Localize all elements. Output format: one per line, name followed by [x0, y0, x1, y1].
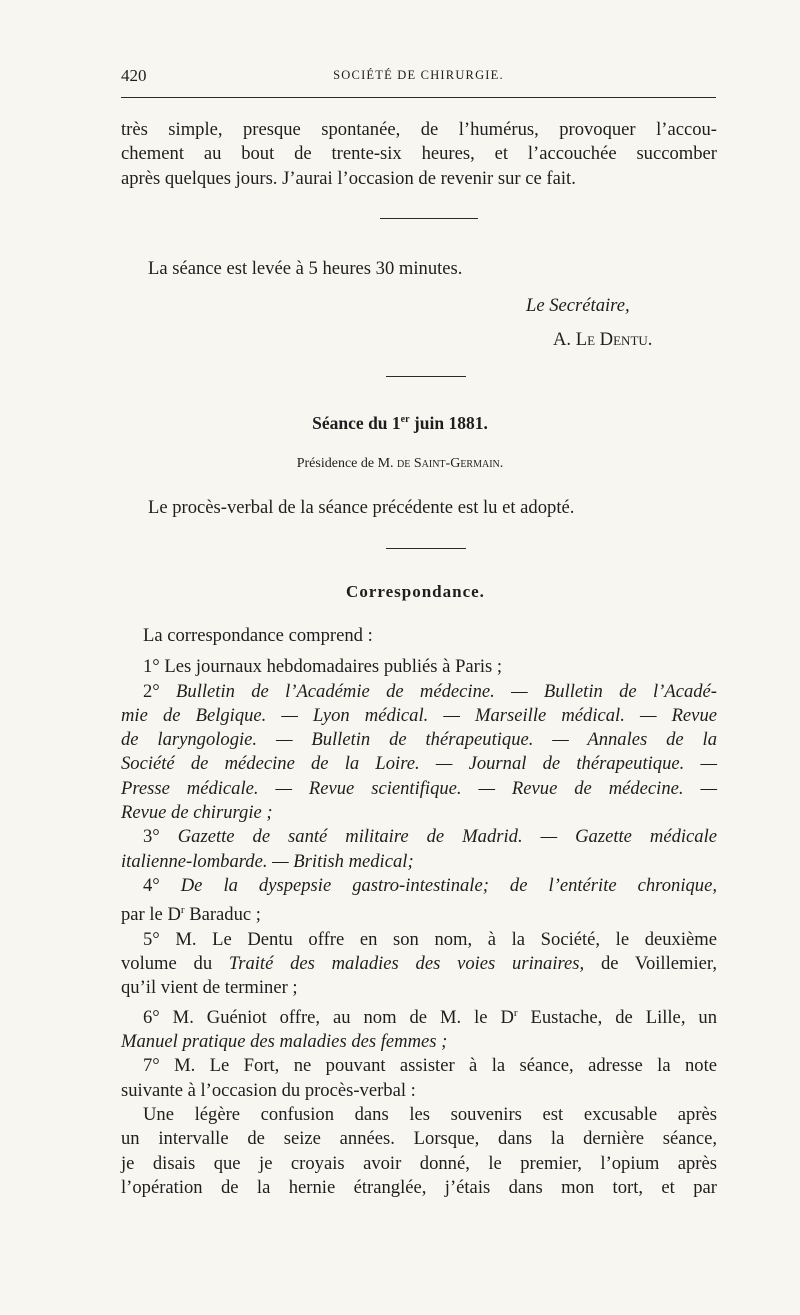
session-title	[0, 413, 800, 434]
secretary-title: Le Secrétaire,	[526, 295, 630, 316]
text-line	[121, 898, 717, 927]
journal-titles: Revue de chirurgie ;	[121, 802, 273, 824]
journal-titles: de laryngologie. — Bulletin de thérapeutique. — Annales de la	[121, 729, 717, 751]
text-fragment: volume du	[121, 953, 229, 975]
page-number: 420	[121, 66, 147, 85]
session-title-start: Séance du 1	[312, 413, 401, 433]
item-number: 3°	[143, 826, 178, 848]
secretary-initial: A.	[553, 329, 576, 350]
section-divider	[380, 218, 478, 219]
text-line	[121, 752, 717, 776]
journal-titles: italienne-lombarde. — British medical;	[121, 850, 414, 872]
running-head	[121, 66, 716, 90]
running-title: SOCIÉTÉ DE CHIRURGIE.	[333, 68, 504, 82]
text-fragment: de Voillemier,	[584, 953, 717, 975]
correspondance-body	[121, 624, 717, 1200]
presidence-prefix: Présidence de M.	[296, 456, 398, 471]
text-line: après quelques jours. J’aurai l’occasion de revenir sur ce fait.	[121, 167, 576, 189]
text-line	[121, 728, 717, 752]
work-title: De la dyspepsie gastro-intestinale; de l’entérite chronique,	[180, 874, 717, 896]
journal-titles: mie de Belgique. — Lyon médical. — Marseille médical. — Revue	[121, 704, 717, 726]
text-line	[121, 704, 717, 728]
journal-titles: Bulletin de l’Académie de médecine. — Bulletin de l’Acadé-	[176, 680, 717, 702]
text-fragment: Baraduc ;	[184, 904, 261, 926]
text-line: suivante à l’occasion du procès-verbal :	[121, 1079, 416, 1101]
list-item-6	[121, 1001, 717, 1030]
text-line: chement au bout de trente-six heures, et l’accouchée succomber	[121, 143, 717, 165]
president-name: de Saint-Germain.	[397, 456, 504, 471]
list-item-7: 7° M. Le Fort, ne pouvant assister à la séance, adresse la note	[143, 1055, 717, 1077]
section-heading-correspondance: Correspondance.	[346, 582, 485, 601]
list-item-1: 1° Les journaux hebdomadaires publiés à Paris ;	[143, 656, 503, 678]
text-line	[121, 1030, 717, 1054]
list-item-2	[121, 680, 717, 704]
secretary-name: Le Dentu.	[575, 329, 653, 350]
list-item-5: 5° M. Le Dentu offre en son nom, à la Société, le deuxième	[143, 928, 717, 950]
letter-line: un intervalle de seize années. Lorsque, dans la dernière séance,	[121, 1128, 717, 1150]
journal-titles: Société de médecine de la Loire. — Journal de thérapeutique. —	[121, 753, 717, 775]
letter-line: Une légère confusion dans les souvenirs est excusable après	[143, 1104, 717, 1126]
list-item-4	[121, 874, 717, 898]
presidence-line	[0, 456, 800, 472]
text-line: qu’il vient de terminer ;	[121, 977, 298, 999]
session-closing: La séance est levée à 5 heures 30 minutes.	[148, 258, 463, 279]
section-divider	[386, 548, 466, 549]
text-fragment: par le D	[121, 904, 181, 926]
text-line: très simple, presque spontanée, de l’humérus, provoquer l’accou-	[121, 119, 717, 140]
session-title-end: juin 1881.	[409, 413, 488, 433]
text-fragment: 6° M. Guéniot offre, au nom de M. le D	[143, 1006, 514, 1028]
secretary-signature	[553, 329, 652, 351]
journal-titles: Presse médicale. — Revue scientifique. — Revue de médecine. —	[121, 777, 717, 799]
header-rule	[121, 97, 716, 98]
text-fragment: Eustache, de Lille, un	[517, 1006, 717, 1028]
superscript: r	[513, 1006, 518, 1019]
letter-line: je disais que je croyais avoir donné, le premier, l’opium après	[121, 1152, 717, 1174]
proces-verbal-line: Le procès-verbal de la séance précédente est lu et adopté.	[148, 497, 575, 518]
work-title: Manuel pratique des maladies des femmes ;	[121, 1031, 448, 1053]
list-item-3	[121, 825, 717, 849]
section-divider	[386, 376, 466, 377]
journal-titles: Gazette de santé militaire de Madrid. — Gazette médicale	[177, 826, 718, 848]
work-title: Traité des maladies des voies urinaires,	[228, 953, 585, 975]
text-line	[121, 777, 717, 801]
item-number: 2°	[143, 680, 177, 702]
opening-paragraph	[121, 118, 717, 191]
intro-line: La correspondance comprend :	[143, 625, 373, 646]
item-number: 4°	[143, 874, 181, 896]
session-title-sup: er	[400, 414, 410, 426]
text-line	[121, 801, 717, 825]
superscript: r	[180, 904, 185, 917]
text-line	[121, 850, 717, 874]
text-line	[121, 952, 717, 976]
letter-line: l’opération de la hernie étranglée, j’étais dans mon tort, et par	[121, 1176, 717, 1198]
